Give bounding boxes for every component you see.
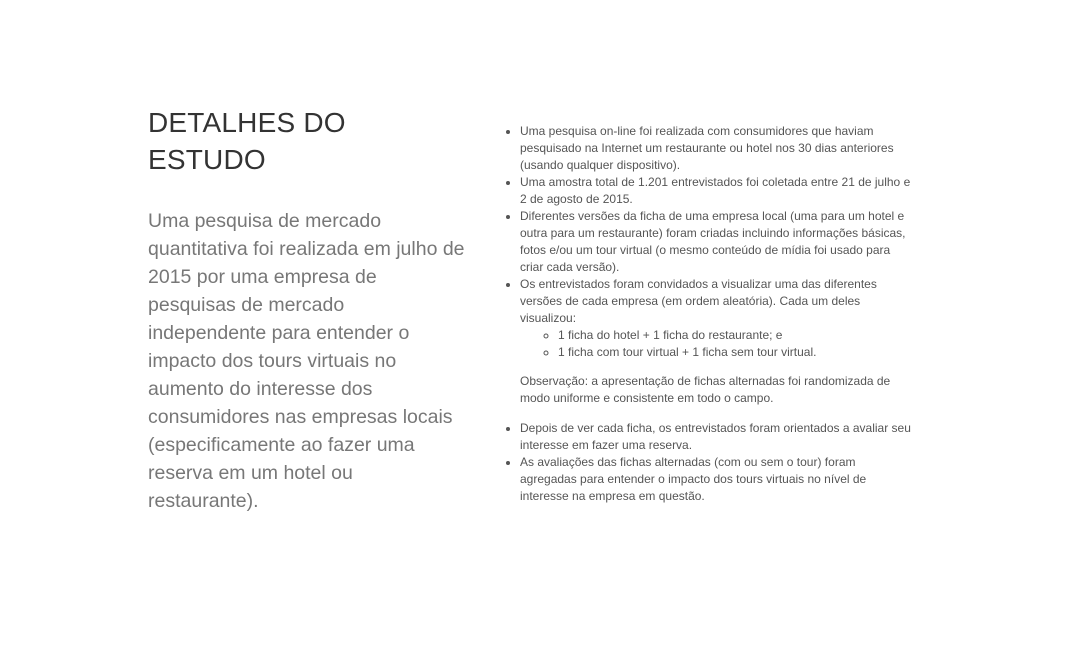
details-list-bottom (502, 420, 914, 505)
intro-paragraph: Uma pesquisa de mercado quantitativa foi realizada em julho de 2015 por uma empresa de pesquisas de mercado independente para entender o impacto dos tours virtuais no aumento do interesse dos consumidores nas empresas locais (especificamente ao fazer uma reserva em um hotel ou restaurante). (148, 210, 465, 512)
note-text: Observação: a apresentação de fichas alternadas foi randomizada de modo uniforme e consistente em todo o campo. (520, 374, 891, 405)
right-column (502, 123, 914, 505)
sub-list-item: ◦ 1 ficha com tour virtual + 1 ficha sem tour virtual. (558, 344, 914, 361)
sub-list-item: ◦ 1 ficha do hotel + 1 ficha do restaurante; e (558, 327, 914, 344)
details-list-top (502, 123, 914, 361)
list-item: • Depois de ver cada ficha, os entrevistados foram orientados a avaliar seu interesse em fazer uma reserva. (520, 420, 914, 454)
list-item: • Diferentes versões da ficha de uma empresa local (uma para um hotel e outra para um restaurante) foram criadas incluindo informações básicas, fotos e/ou um tour virtual (o mesmo conteúdo de mídia foi usado para criar cada versão). (520, 208, 914, 276)
list-item-with-sublist (520, 276, 914, 361)
list-item-text: Os entrevistados foram convidados a visualizar uma das diferentes versões de cada empresa (em ordem aleatória). Cada um deles visualizou: (520, 277, 877, 325)
list-item: • As avaliações das fichas alternadas (com ou sem o tour) foram agregadas para entender o impacto dos tours virtuais no nível de interesse na empresa em questão. (520, 454, 914, 505)
sub-list (520, 327, 914, 361)
list-item: • Uma amostra total de 1.201 entrevistados foi coletada entre 21 de julho e 2 de agosto de 2015. (520, 174, 914, 208)
list-item: • Uma pesquisa on-line foi realizada com consumidores que haviam pesquisado na Internet um restaurante ou hotel nos 30 dias anteriores (usando qualquer dispositivo). (520, 123, 914, 174)
page-title: DETALHES DO ESTUDO (148, 107, 346, 175)
left-column (148, 104, 466, 515)
